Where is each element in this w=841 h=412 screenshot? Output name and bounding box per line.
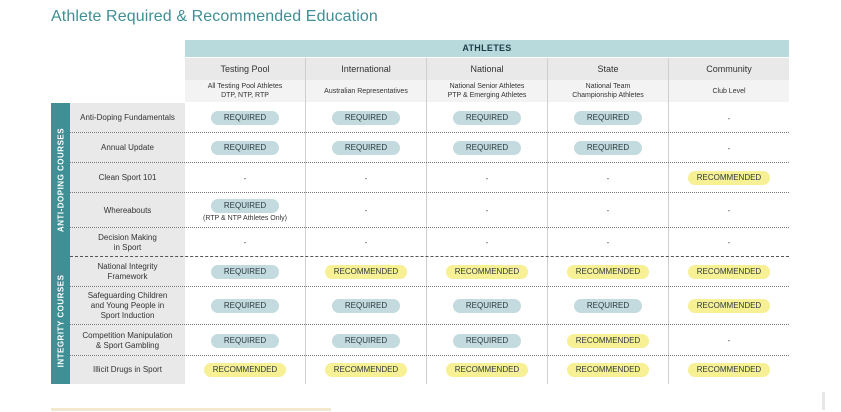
table-cell (306, 356, 426, 384)
row-label (70, 193, 185, 228)
column-header: International (306, 58, 426, 80)
row-label-line: National Integrity (97, 262, 158, 271)
not-applicable-dash: - (364, 238, 368, 247)
recommended-badge: RECOMMENDED (446, 363, 528, 377)
row-label (70, 163, 185, 193)
column-header: Community (669, 58, 789, 80)
not-applicable-dash: - (606, 238, 610, 247)
recommended-badge: RECOMMENDED (204, 363, 286, 377)
row-label (70, 356, 185, 384)
row-label-line: & Sport Gambling (95, 340, 160, 350)
column-subheader (669, 80, 789, 102)
recommended-badge: RECOMMENDED (567, 334, 649, 348)
table-cell (669, 133, 789, 163)
table-cell (548, 163, 668, 193)
recommended-badge: RECOMMENDED (567, 363, 649, 377)
row-label (70, 257, 185, 287)
page-edge-mark (822, 392, 825, 410)
table-cell (669, 228, 789, 257)
row-label-line: Anti-Doping Fundamentals (80, 113, 175, 122)
table-cell (427, 193, 547, 228)
required-badge: REQUIRED (332, 141, 400, 155)
table-cell (669, 287, 789, 325)
table-cell (548, 257, 668, 287)
row-label-line: Framework (107, 272, 148, 281)
row-label-line: Annual Update (101, 143, 154, 152)
column-subheader-line: Championship Athletes (572, 92, 644, 99)
table-cell (306, 163, 426, 193)
required-badge: REQUIRED (332, 111, 400, 125)
table-cell (548, 287, 668, 325)
table-cell (185, 325, 305, 356)
not-applicable-dash: - (364, 173, 368, 183)
required-badge: REQUIRED (211, 111, 279, 125)
table-cell (185, 133, 305, 163)
table-cell (427, 133, 547, 163)
column-header: State (548, 58, 668, 80)
not-applicable-dash: - (606, 173, 610, 183)
table-cell (427, 325, 547, 356)
column-subheader-line: National Team (585, 83, 631, 90)
athletes-header: ATHLETES (185, 40, 789, 57)
table-cell (427, 103, 547, 133)
not-applicable-dash: - (727, 113, 731, 123)
group-label-text: ANTI-DOPING COURSES (56, 127, 65, 233)
table-cell (306, 193, 426, 228)
row-label (70, 103, 185, 133)
row-label-line: Clean Sport 101 (98, 173, 157, 182)
table-cell (185, 103, 305, 133)
not-applicable-dash: - (727, 143, 731, 153)
table-cell (669, 325, 789, 356)
column-subheader-line: PTP & Emerging Athletes (447, 92, 527, 99)
column-subheader (306, 80, 426, 102)
table-cell (427, 257, 547, 287)
row-label-line: Sport Induction (100, 311, 155, 320)
row-label-line: Decision Making (98, 232, 157, 242)
table-cell (669, 193, 789, 228)
column-header: Testing Pool (185, 58, 305, 80)
table-cell (548, 228, 668, 257)
group-label (51, 103, 70, 257)
recommended-badge: RECOMMENDED (688, 265, 770, 279)
table-cell (548, 133, 668, 163)
not-applicable-dash: - (727, 336, 731, 345)
column-subheader (185, 80, 305, 102)
required-badge: REQUIRED (574, 111, 642, 125)
required-badge: REQUIRED (211, 141, 279, 155)
table-cell (185, 257, 305, 287)
row-label-line: and Young People in (90, 301, 165, 310)
row-label-line: Illicit Drugs in Sport (93, 365, 162, 374)
recommended-badge: RECOMMENDED (567, 265, 649, 279)
table-cell (669, 257, 789, 287)
table-cell (306, 228, 426, 257)
cell-note: (RTP & NTP Athletes Only) (202, 215, 288, 222)
table-cell (185, 287, 305, 325)
row-label-line: Competition Manipulation (82, 330, 173, 340)
required-badge: REQUIRED (211, 199, 279, 213)
table-cell (669, 163, 789, 193)
column-subheader-line: Club Level (712, 87, 746, 95)
row-label (70, 133, 185, 163)
column-subheader-line: Australian Representatives (324, 87, 408, 95)
table-cell (185, 228, 305, 257)
recommended-badge: RECOMMENDED (325, 363, 407, 377)
row-label (70, 228, 185, 257)
table-cell (669, 103, 789, 133)
recommended-badge: RECOMMENDED (688, 363, 770, 377)
row-label (70, 287, 185, 325)
not-applicable-dash: - (606, 206, 610, 215)
row-label-line: in Sport (113, 242, 142, 252)
recommended-badge: RECOMMENDED (446, 265, 528, 279)
row-label-line: Safeguarding Children (87, 291, 168, 300)
table-cell (306, 133, 426, 163)
required-badge: REQUIRED (574, 299, 642, 313)
not-applicable-dash: - (727, 238, 731, 247)
required-badge: REQUIRED (211, 334, 279, 348)
column-subheader-line: All Testing Pool Athletes (207, 83, 283, 90)
required-badge: REQUIRED (211, 265, 279, 279)
table-cell (185, 163, 305, 193)
table-cell (548, 193, 668, 228)
table-cell (427, 228, 547, 257)
required-badge: REQUIRED (453, 299, 521, 313)
required-badge: REQUIRED (453, 111, 521, 125)
not-applicable-dash: - (727, 206, 731, 215)
column-subheader (548, 80, 668, 102)
table-cell (306, 325, 426, 356)
not-applicable-dash: - (243, 238, 247, 247)
table-cell (185, 356, 305, 384)
required-badge: REQUIRED (453, 334, 521, 348)
table-cell (306, 287, 426, 325)
column-header: National (427, 58, 547, 80)
table-cell (306, 257, 426, 287)
group-label-text: INTEGRITY COURSES (56, 274, 65, 367)
recommended-badge: RECOMMENDED (325, 265, 407, 279)
table-cell (548, 356, 668, 384)
table-cell (427, 163, 547, 193)
not-applicable-dash: - (485, 238, 489, 247)
table-cell (306, 103, 426, 133)
row-label-line: Whereabouts (103, 205, 152, 215)
table-cell (427, 287, 547, 325)
column-subheader-line: DTP, NTP, RTP (221, 92, 269, 99)
not-applicable-dash: - (364, 206, 368, 215)
table-cell (185, 193, 305, 228)
not-applicable-dash: - (243, 173, 247, 183)
footer-divider (51, 408, 331, 411)
recommended-badge: RECOMMENDED (688, 171, 770, 185)
required-badge: REQUIRED (453, 141, 521, 155)
group-label (51, 257, 70, 384)
recommended-badge: RECOMMENDED (688, 299, 770, 313)
required-badge: REQUIRED (332, 299, 400, 313)
required-badge: REQUIRED (211, 299, 279, 313)
column-subheader-line: National Senior Athletes (449, 83, 525, 90)
required-badge: REQUIRED (574, 141, 642, 155)
table-cell (669, 356, 789, 384)
row-label (70, 325, 185, 356)
table-cell (548, 103, 668, 133)
table-cell (427, 356, 547, 384)
page-title: Athlete Required & Recommended Education (51, 8, 378, 25)
required-badge: REQUIRED (332, 334, 400, 348)
not-applicable-dash: - (485, 206, 489, 215)
not-applicable-dash: - (485, 173, 489, 183)
table-cell (548, 325, 668, 356)
column-subheader (427, 80, 547, 102)
